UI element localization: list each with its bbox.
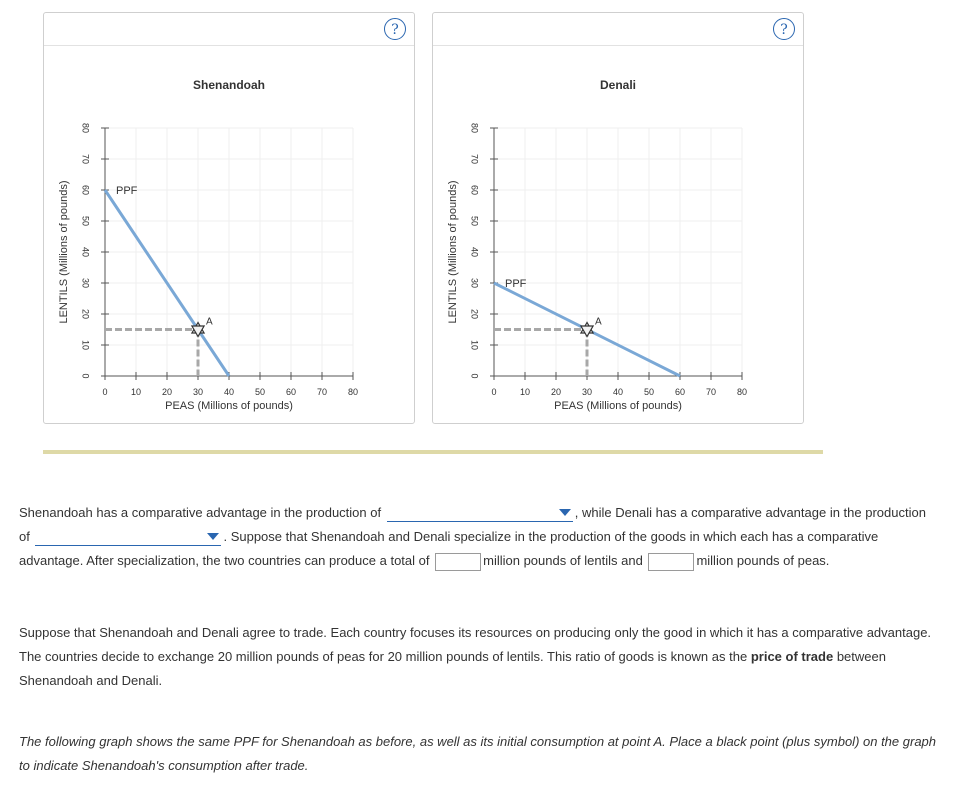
price-of-trade-term: price of trade <box>750 649 834 664</box>
ppf-label: PPF <box>116 185 138 197</box>
denali-chart[interactable] <box>433 13 803 423</box>
text-segment: Suppose that Shenandoah and Denali agree to trade. Each country focuses its resources on producing only the good in which it has a comparative advantage. The countries decide to exchange 20 million pounds of peas for 20 million pounds of lentils. This ratio of goods is known as the <box>19 625 932 664</box>
y-tick-label: 50 <box>80 215 91 227</box>
total-lentils-input[interactable] <box>435 553 481 571</box>
x-tick-label: 70 <box>316 387 328 397</box>
y-tick-label: 80 <box>80 122 91 134</box>
shenandoah-advantage-dropdown[interactable] <box>387 505 573 522</box>
x-tick-label: 60 <box>285 387 297 397</box>
x-tick-label: 80 <box>347 387 359 397</box>
y-tick-label: 10 <box>80 339 91 351</box>
y-tick-label: 30 <box>469 277 480 289</box>
caret-down-icon <box>559 509 571 516</box>
denali-advantage-dropdown[interactable] <box>35 529 221 546</box>
y-tick-label: 60 <box>469 184 480 196</box>
x-tick-label: 70 <box>705 387 717 397</box>
question-paragraph-2 <box>19 621 939 693</box>
text-segment: Shenandoah has a comparative advantage in the production of <box>19 505 382 520</box>
text-segment: , while Denali has a comparative advantage in the production of <box>19 505 926 544</box>
y-tick-label: 0 <box>469 373 480 379</box>
shenandoah-chart[interactable] <box>44 13 414 423</box>
caret-down-icon <box>207 533 219 540</box>
text-segment: . Suppose that Shenandoah and Denali specialize in the production of the goods in which each has a comparative advantage. After specialization, the two countries can produce a total of <box>19 529 879 568</box>
x-tick-label: 20 <box>550 387 562 397</box>
y-axis-label: LENTILS (Millions of pounds) <box>57 180 70 324</box>
chart-title: Denali <box>599 78 637 92</box>
x-tick-label: 10 <box>130 387 142 397</box>
x-tick-label: 0 <box>491 387 497 397</box>
y-tick-label: 20 <box>80 308 91 320</box>
y-tick-label: 50 <box>469 215 480 227</box>
x-tick-label: 30 <box>581 387 593 397</box>
x-axis-label: PEAS (Millions of pounds) <box>165 400 293 412</box>
x-tick-label: 50 <box>643 387 655 397</box>
x-tick-label: 0 <box>102 387 108 397</box>
chart-title: Shenandoah <box>192 78 266 92</box>
y-tick-label: 80 <box>469 122 480 134</box>
text-segment: million pounds of peas. <box>696 553 830 568</box>
point-label: A <box>206 316 213 328</box>
y-tick-label: 30 <box>80 277 91 289</box>
y-tick-label: 70 <box>469 153 480 165</box>
y-tick-label: 10 <box>469 339 480 351</box>
y-tick-label: 40 <box>469 246 480 258</box>
x-tick-label: 40 <box>612 387 624 397</box>
point-label: A <box>595 316 602 328</box>
y-tick-label: 0 <box>80 373 91 379</box>
help-button[interactable]: ? <box>384 18 406 40</box>
x-tick-label: 10 <box>519 387 531 397</box>
text-segment: between Shenandoah and Denali. <box>19 649 886 688</box>
graph-panel-denali <box>432 12 804 424</box>
x-tick-label: 80 <box>736 387 748 397</box>
section-divider <box>43 450 823 454</box>
total-peas-input[interactable] <box>648 553 694 571</box>
text-segment: The following graph shows the same PPF for Shenandoah as before, as well as its initial consumption at point A. Place a black point (plus symbol) on the graph to indicate Shenandoah's consumption after trade. <box>19 734 937 773</box>
x-axis-label: PEAS (Millions of pounds) <box>554 400 682 412</box>
ppf-label: PPF <box>505 278 527 290</box>
y-tick-label: 60 <box>80 184 91 196</box>
y-tick-label: 70 <box>80 153 91 165</box>
graph-panel-shenandoah <box>43 12 415 424</box>
y-tick-label: 40 <box>80 246 91 258</box>
y-tick-label: 20 <box>469 308 480 320</box>
x-tick-label: 50 <box>254 387 266 397</box>
x-tick-label: 20 <box>161 387 173 397</box>
question-paragraph-1 <box>19 501 939 573</box>
y-axis-label: LENTILS (Millions of pounds) <box>446 180 459 324</box>
question-paragraph-3 <box>19 730 939 778</box>
text-segment: million pounds of lentils and <box>483 553 643 568</box>
x-tick-label: 60 <box>674 387 686 397</box>
x-tick-label: 40 <box>223 387 235 397</box>
help-button[interactable]: ? <box>773 18 795 40</box>
x-tick-label: 30 <box>192 387 204 397</box>
